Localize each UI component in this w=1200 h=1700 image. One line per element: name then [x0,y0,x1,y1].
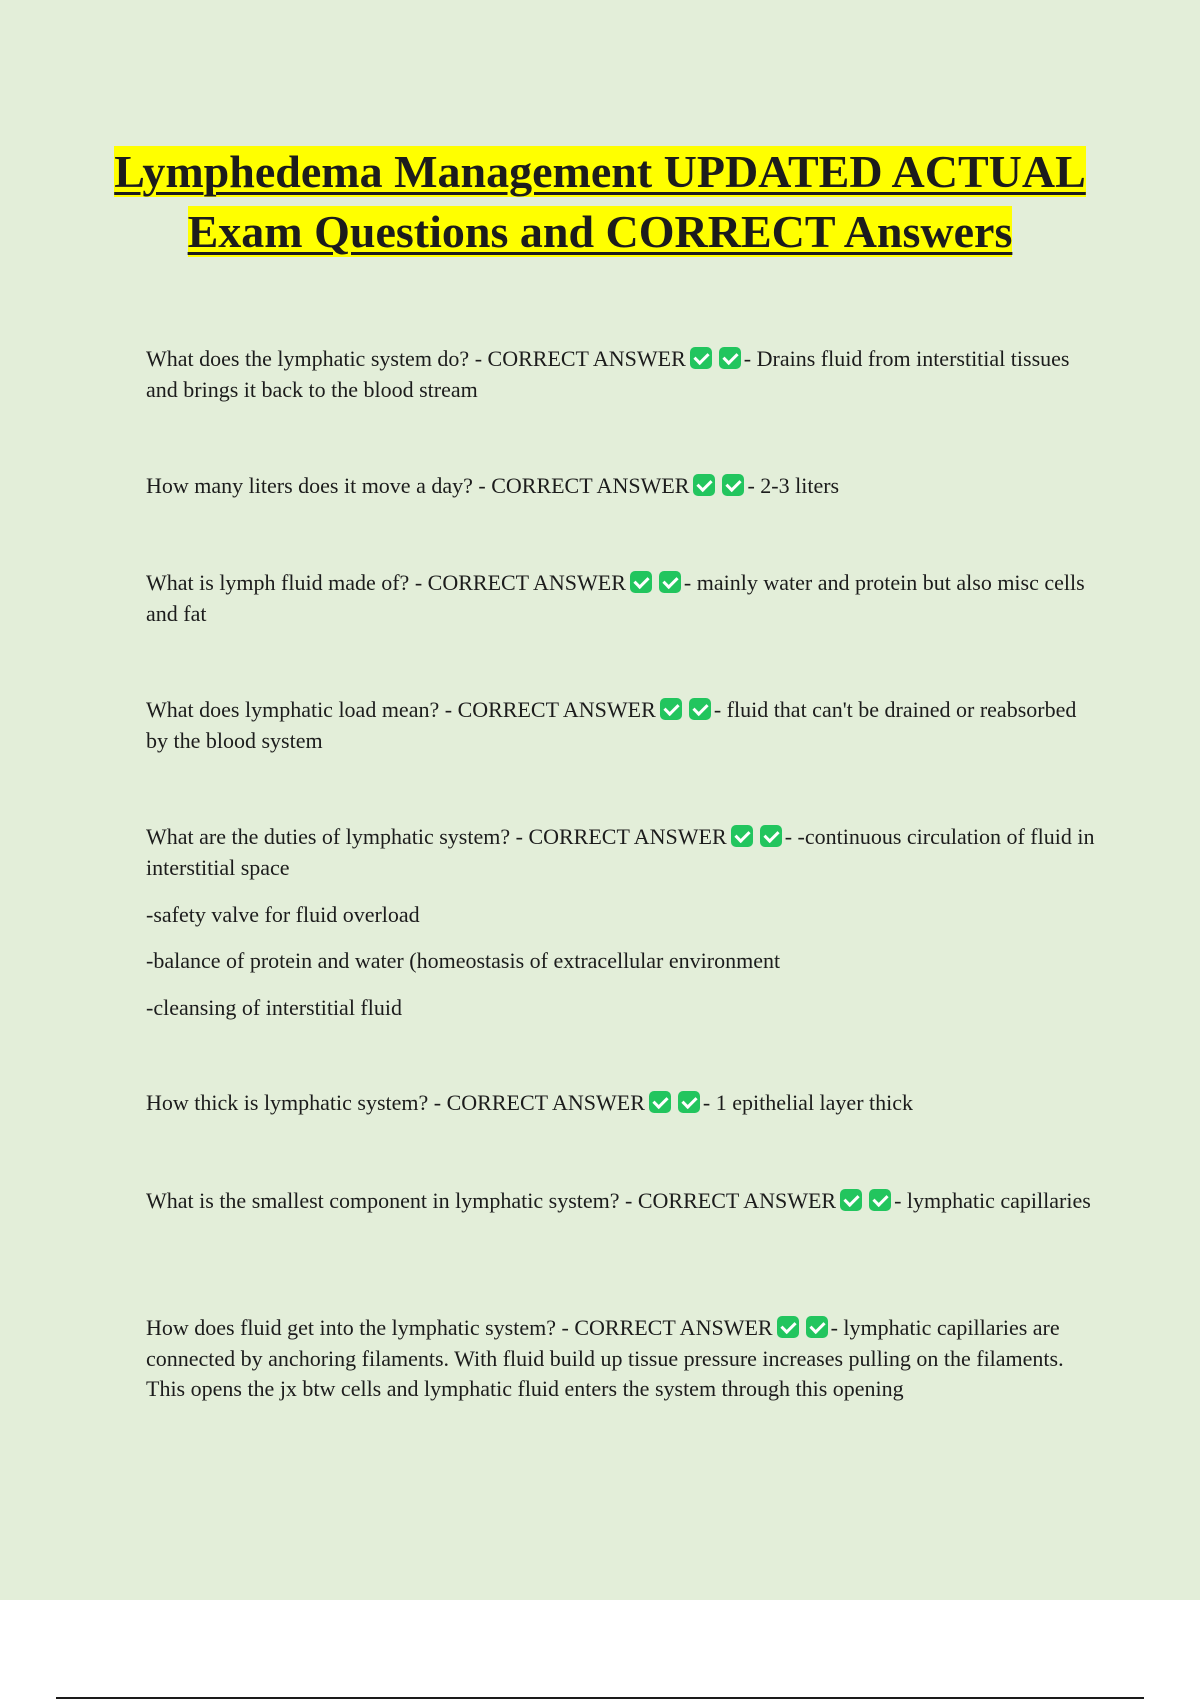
green-checkbox-icon [731,825,753,847]
answer-marker: CORRECT ANSWER [637,1188,837,1213]
question-text: What does the lymphatic system do? [146,346,470,371]
green-checkbox-icon [693,474,715,496]
green-checkbox-icon [760,825,782,847]
answer-list-item: -safety valve for fluid overload [146,902,420,927]
qa-item: What is the smallest component in lymphatic system? - CORRECT ANSWER - lymphatic capillaries [146,1188,1091,1213]
answer-list-item: -balance of protein and water (homeostasis of extracellular environment [146,948,781,973]
qa-item: What are the duties of lymphatic system? - CORRECT ANSWER - -continuous circulation of fluid in interstitial space [146,824,1095,880]
green-checkbox-icon [649,1091,671,1113]
green-checkbox-icon [722,474,744,496]
answer-text: mainly water and protein but also misc cells and fat [146,570,1085,626]
green-checkbox-icon [678,1091,700,1113]
green-checkbox-icon [690,347,712,369]
answer-text: 2-3 liters [760,473,840,498]
green-checkbox-icon [869,1189,891,1211]
green-checkbox-icon [719,347,741,369]
green-checkbox-icon [806,1316,828,1338]
answer-marker: CORRECT ANSWER [446,1090,645,1115]
qa-item: What does the lymphatic system do? - CORRECT ANSWER - Drains fluid from interstitial tissues and brings it back to the blood stream [146,346,1070,402]
qa-item: How many liters does it move a day? - CORRECT ANSWER - 2-3 liters [146,473,840,498]
document-title [100,142,1100,262]
question-text: How does fluid get into the lymphatic system? [146,1315,556,1340]
answer-text: Drains fluid from interstitial tissues and brings it back to the blood stream [146,346,1070,402]
question-text: What is lymph fluid made of? [146,570,410,595]
answer-marker: CORRECT ANSWER [491,473,690,498]
qa-item: What does lymphatic load mean? - CORRECT ANSWER - fluid that can't be drained or reabsorbed by the blood system [146,697,1077,753]
answer-marker: CORRECT ANSWER [487,346,686,371]
title-text: Lymphedema Management UPDATED ACTUAL Exam Questions and CORRECT Answers [114,146,1086,257]
green-checkbox-icon [660,698,682,720]
footer-divider [56,1697,1144,1699]
answer-text: fluid that can't be drained or reabsorbed by the blood system [146,697,1077,753]
green-checkbox-icon [777,1316,799,1338]
answer-text: lymphatic capillaries [906,1188,1091,1213]
answer-marker: CORRECT ANSWER [528,824,727,849]
green-checkbox-icon [689,698,711,720]
qa-item: How thick is lymphatic system? - CORRECT ANSWER - 1 epithelial layer thick [146,1090,914,1115]
answer-list-item: -cleansing of interstitial fluid [146,995,402,1020]
question-text: What are the duties of lymphatic system? [146,824,511,849]
answer-text: lymphatic capillaries are connected by anchoring filaments. With fluid build up tissue pressure increases pulling on the filaments. This opens the jx btw cells and lymphatic fluid enters the system through this opening [146,1315,1064,1401]
answer-text: -continuous circulation of fluid in interstitial space [146,824,1095,880]
answer-marker: CORRECT ANSWER [427,570,626,595]
answer-marker: CORRECT ANSWER [574,1315,773,1340]
question-text: What is the smallest component in lymphatic system? [146,1188,620,1213]
green-checkbox-icon [659,571,681,593]
green-checkbox-icon [840,1189,862,1211]
qa-item: How does fluid get into the lymphatic system? - CORRECT ANSWER - lymphatic capillaries are connected by anchoring filaments. With fluid build up tissue pressure increases pulling on the filaments. This opens the jx btw cells and lymphatic fluid enters the system through this opening [146,1315,1064,1401]
answer-text: 1 epithelial layer thick [715,1090,914,1115]
qa-item: What is lymph fluid made of? - CORRECT ANSWER - mainly water and protein but also misc cells and fat [146,570,1085,626]
question-text: How many liters does it move a day? [146,473,473,498]
question-text: How thick is lymphatic system? [146,1090,429,1115]
answer-marker: CORRECT ANSWER [457,697,656,722]
green-checkbox-icon [630,571,652,593]
question-text: What does lymphatic load mean? [146,697,440,722]
